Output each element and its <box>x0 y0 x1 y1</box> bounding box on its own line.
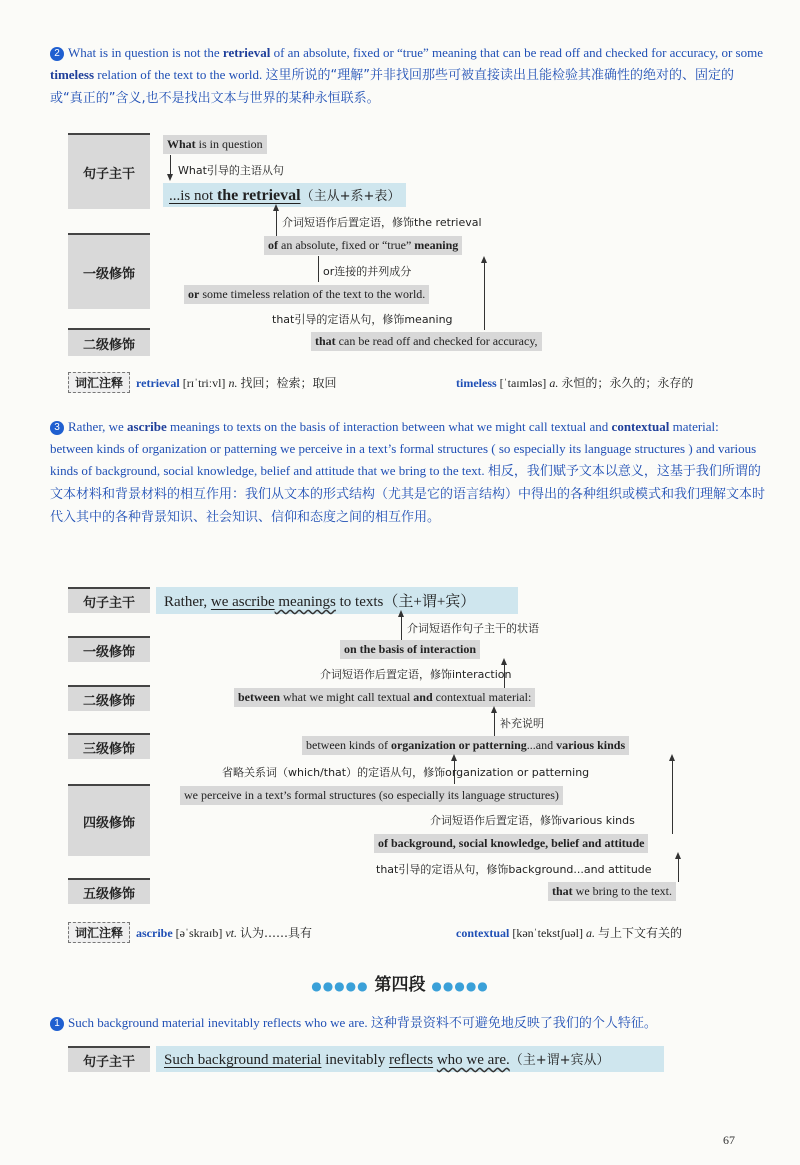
label-main: 句子主干 <box>68 133 150 209</box>
label-level4: 四级修饰 <box>68 784 150 856</box>
main-clause: Rather, we ascribe meanings to texts（主+谓+宾） <box>156 587 518 614</box>
vocab-note-4: contextual [kənˈtekstʃuəl] a. 与上下文有关的 <box>456 926 682 940</box>
note-or: or连接的并列成分 <box>323 265 412 278</box>
sentence-4-paragraph: 1 Such background material inevitably reflects who we are. 这种背景资料不可避免地反映了我们的个人特征。 <box>50 1012 765 1035</box>
modifier-background: of background, social knowledge, belief and attitude <box>374 834 648 853</box>
sentence-number-badge: 1 <box>50 1017 64 1031</box>
main-predicate: ...is not the retrieval（主从+系+表） <box>163 183 406 207</box>
modifier-or-clause: or some timeless relation of the text to the world. <box>184 285 429 304</box>
sentence-2-paragraph: 2 What is in question is not the retrieval of an absolute, fixed or “true” meaning that can be read off and checked for accuracy, or some timeless relation of the text to the world. 这里所说的“理解”并非找回那些可被直接读出且能检验其准确性的绝对的、固定的或“真正的”含义,也不是找出文本与世界的某种永恒联系。 <box>50 45 763 106</box>
note-interaction: 介词短语作后置定语，修饰interaction <box>320 668 512 681</box>
note-what-clause: What引导的主语从句 <box>178 164 284 177</box>
section-heading: ●●●●● 第四段 ●●●●● <box>311 975 489 995</box>
note-supplement: 补充说明 <box>500 717 544 730</box>
label-level2: 二级修饰 <box>68 685 150 711</box>
modifier-of-meaning: of an absolute, fixed or “true” meaning <box>264 236 462 255</box>
note-adverbial: 介词短语作句子主干的状语 <box>407 622 539 635</box>
subject-clause: What is in question <box>163 135 267 154</box>
sentence-2-translation: 这里所说的“理解”并非找回那些可被直接读出且能检验其准确性的绝对的、固定的或“真正的”含义,也不是找出文本与世界的某种永恒联系。 <box>50 68 735 106</box>
page-number: 67 <box>723 1133 735 1147</box>
label-level1: 一级修饰 <box>68 636 150 662</box>
sentence-number-badge: 3 <box>50 421 64 435</box>
sentence-number-badge: 2 <box>50 47 64 61</box>
label-level2: 二级修饰 <box>68 328 150 356</box>
label-main: 句子主干 <box>68 1046 150 1072</box>
modifier-perceive: we perceive in a text’s formal structures (so especially its language structures) <box>180 786 563 805</box>
modifier-kinds: between kinds of organization or patterning...and various kinds <box>302 736 629 755</box>
sentence-3-paragraph: 3 Rather, we ascribe meanings to texts on the basis of interaction between what we might call textual and contextual material: between kinds of organization or patterning we perceive in a text’s formal structures ( so especially its language structures ) and various kinds of background, social knowledge, belief and attitude that we bring to the text. 相反，我们赋予文本以意义，这基于我们所谓的文本材料和背景材料的相互作用：我们从文本的形式结构（尤其是它的语言结构）中得出的各种组织或模式和我们理解文本时代入其中的各种背景知识、社会知识、信仰和态度之间的相互作用。 <box>50 419 766 525</box>
label-main: 句子主干 <box>68 587 150 613</box>
main-clause-4: Such background material inevitably reflects who we are.（主+谓+宾从） <box>156 1046 664 1072</box>
note-that-bring: that引导的定语从句，修饰background...and attitude <box>376 863 652 876</box>
label-level3: 三级修饰 <box>68 733 150 759</box>
modifier-that-bring: that we bring to the text. <box>548 882 676 901</box>
note-omitted-relative: 省略关系词（which/that）的定语从句，修饰organization or patterning <box>222 766 590 779</box>
label-level1: 一级修饰 <box>68 233 150 309</box>
note-prep-phrase: 介词短语作后置定语，修饰the retrieval <box>282 216 482 229</box>
note-various-kinds: 介词短语作后置定语，修饰various kinds <box>430 814 635 827</box>
modifier-that-clause: that can be read off and checked for accuracy, <box>311 332 542 351</box>
vocab-note-2: timeless [ˈtaɪmləs] a. 永恒的；永久的；永存的 <box>456 376 694 390</box>
vocab-note-3: 词汇注释 ascribe [əˈskraɪb] vt. 认为……具有 <box>68 922 312 943</box>
label-level5: 五级修饰 <box>68 878 150 904</box>
modifier-basis: on the basis of interaction <box>340 640 480 659</box>
sentence-3-translation: 相反，我们赋予文本以意义，这基于我们所谓的文本材料和背景材料的相互作用：我们从文本的形式结构（尤其是它的语言结构）中得出的各种组织或模式和我们理解文本时代入其中的各种背景知识、社会知识、信仰和态度之间的相互作用。 <box>50 464 766 525</box>
vocab-note-1: 词汇注释 retrieval [rɪˈtriːvl] n. 找回；检索；取回 <box>68 372 336 393</box>
modifier-between: between what we might call textual and contextual material: <box>234 688 535 707</box>
note-that-clause: that引导的定语从句，修饰meaning <box>272 313 453 326</box>
